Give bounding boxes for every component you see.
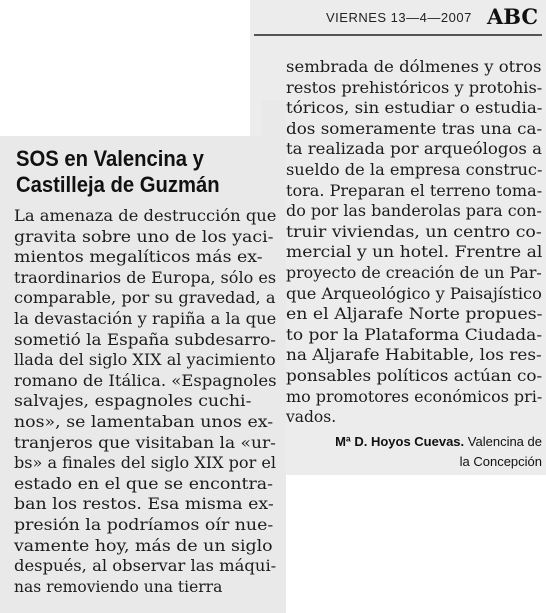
body-text-line: do por las banderolas para con-: [286, 202, 542, 221]
body-text-line: en el Aljarafe Norte propues-: [286, 305, 543, 324]
body-text-line: mercial y un hotel. Frentre al: [286, 243, 543, 262]
body-text-line: ponsables políticos actúan co-: [286, 366, 543, 385]
body-text-line: bs» a finales del siglo XIX por el: [14, 454, 277, 473]
body-text-line: tranjeros que visitaban la «ur-: [14, 433, 276, 452]
body-text-line: na Aljarafe Habitable, los res-: [286, 346, 542, 365]
body-text-line: sometió la España subdesarro-: [14, 330, 276, 349]
body-text-line: ta realizada por arqueólogos a: [286, 140, 543, 159]
newspaper-logo: ABC: [487, 4, 539, 29]
body-text-line: la devastación y rapiña a la que: [14, 309, 277, 328]
body-text-line: nas removiendo una tierra: [14, 577, 223, 596]
body-text-line: truir viviendas, un centro co-: [286, 222, 542, 241]
body-text-line: comparable, por su gravedad, a: [14, 289, 276, 308]
signature-author: Mª D. Hoyos Cuevas.: [335, 434, 465, 449]
body-text-line: sueldo de la empresa construc-: [286, 160, 543, 179]
signature-place: la Concepción: [459, 454, 542, 469]
body-text-line: tóricos, sin estudiar o estudia-: [286, 99, 543, 118]
body-text-line: mientos megalíticos más ex-: [14, 248, 263, 267]
body-text-line: ban los restos. Esa misma ex-: [14, 495, 274, 514]
body-text-line: vamente hoy, más de un siglo: [14, 536, 273, 555]
body-text-line: salvajes, espagnoles cuchi-: [14, 392, 252, 411]
body-text-line: presión la podríamos oír nue-: [14, 515, 274, 534]
article-column-left: [14, 206, 276, 597]
body-text-line: romano de Itálica. «Espagnoles: [14, 371, 277, 390]
article-headline: [16, 146, 257, 198]
header-rule: [254, 34, 542, 36]
body-text-line: estado en el que se encontra-: [14, 474, 273, 493]
body-text-line: La amenaza de destrucción que: [14, 207, 277, 225]
body-text-line: dos someramente tras una ca-: [286, 119, 543, 138]
body-text-line: mo promotores económicos pri-: [286, 387, 543, 406]
body-text-line: vados.: [286, 408, 337, 427]
headline-line: Castilleja de Guzmán: [16, 172, 220, 197]
newspaper-clipping-edge: [262, 100, 286, 140]
article-signature: [318, 432, 542, 472]
body-text-line: proyecto de creación de un Par-: [286, 263, 542, 282]
header-date: VIERNES 13—4—2007: [326, 10, 472, 25]
body-text-line: gravita sobre uno de los yaci-: [14, 227, 274, 246]
headline-line: SOS en Valencina y: [16, 146, 204, 171]
body-text-line: nos», se lamentaban unos ex-: [14, 412, 274, 431]
body-text-line: que Arqueológico y Paisajístico: [286, 284, 542, 303]
signature-place: Valencina de: [467, 434, 542, 449]
body-text-line: sembrada de dólmenes y otros: [286, 58, 542, 76]
body-text-line: llada del siglo XIX al yacimiento: [14, 351, 276, 370]
body-text-line: después, al observar las máqui-: [14, 557, 277, 576]
body-text-line: restos prehistóricos y protohis-: [286, 78, 543, 97]
body-text-line: tora. Preparan el terreno toma-: [286, 181, 543, 200]
body-text-line: to por la Plataforma Ciudada-: [286, 325, 543, 344]
article-column-right: [286, 57, 542, 428]
body-text-line: traordinarios de Europa, sólo es: [14, 268, 277, 287]
